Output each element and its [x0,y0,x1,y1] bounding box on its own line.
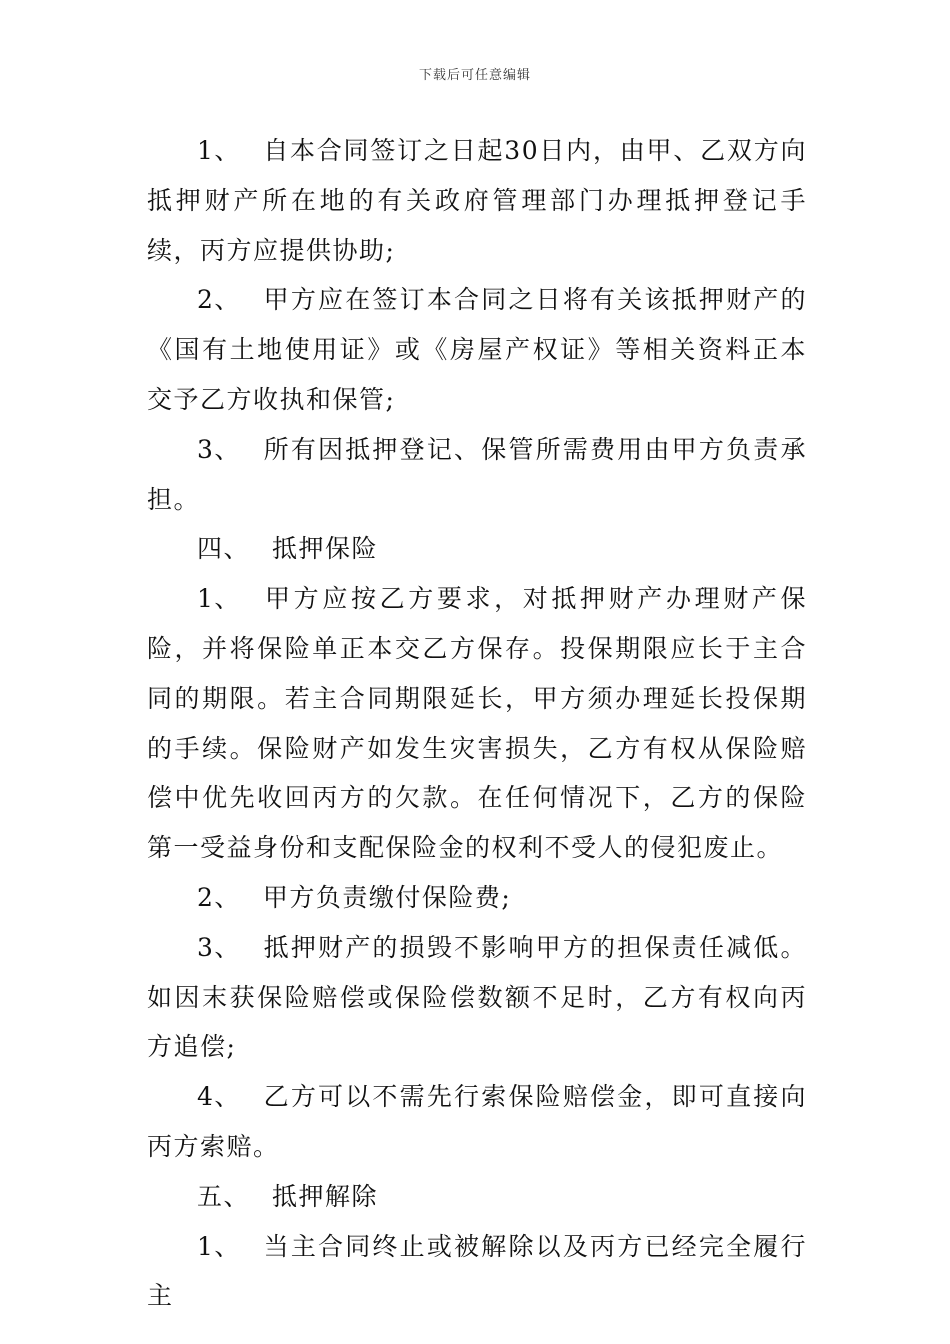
paragraph-text: 乙方可以不需先行索保险赔偿金，即可直接向丙方索赔。 [147,1082,807,1161]
paragraph-text: 所有因抵押登记、保管所需费用由甲方负责承担。 [147,434,807,514]
item-number: 4、 [197,1082,241,1112]
section-heading-insurance [147,524,807,574]
section-number: 五、 [197,1181,251,1211]
item-number: 1、 [197,584,241,614]
section-title: 抵押保险 [272,534,379,564]
paragraph-text: 自本合同签订之日起30日内，由甲、乙双方向抵押财产所在地的有关政府管理部门办理抵押登记手续，丙方应提供协助; [147,136,807,265]
item-number: 2、 [197,882,241,912]
paragraph-insurance-fee [147,873,807,923]
section-heading-release [147,1172,807,1222]
item-number: 1、 [197,1231,241,1261]
paragraph-registration [147,126,807,275]
paragraph-text: 抵押财产的损毁不影响甲方的担保责任减低。如因末获保险赔偿或保险偿数额不足时，乙方有权向丙方追偿; [147,932,807,1062]
paragraph-damage [147,923,807,1072]
item-number: 3、 [197,434,241,464]
paragraph-text: 甲方应在签订本合同之日将有关该抵押财产的《国有土地使用证》或《房屋产权证》等相关资料正本交予乙方收执和保管; [147,285,807,414]
item-number: 3、 [197,932,241,962]
paragraph-fees [147,425,807,525]
page-header: 下载后可任意编辑 [418,68,531,83]
paragraph-text: 甲方应按乙方要求，对抵押财产办理财产保险，并将保险单正本交乙方保存。投保期限应长于主合同的期限。若主合同期限延长，甲方须办理延长投保期的手续。保险财产如发生灾害损失，乙方有权从保险赔偿中优先收回丙方的欠款。在任何情况下，乙方的保险第一受益身份和支配保险金的权利不受人的侵犯废止。 [147,584,807,863]
paragraph-release-condition [147,1222,807,1322]
paragraph-claim [147,1072,807,1172]
paragraph-text: 当主合同终止或被解除以及丙方已经完全履行主 [147,1231,807,1311]
paragraph-text: 甲方负责缴付保险费; [262,882,512,912]
item-number: 2、 [197,285,241,315]
paragraph-insurance-policy [147,574,807,873]
section-number: 四、 [197,534,251,564]
item-number: 1、 [197,136,241,165]
section-title: 抵押解除 [272,1181,379,1211]
paragraph-documents [147,275,807,424]
document-body [147,126,807,1321]
